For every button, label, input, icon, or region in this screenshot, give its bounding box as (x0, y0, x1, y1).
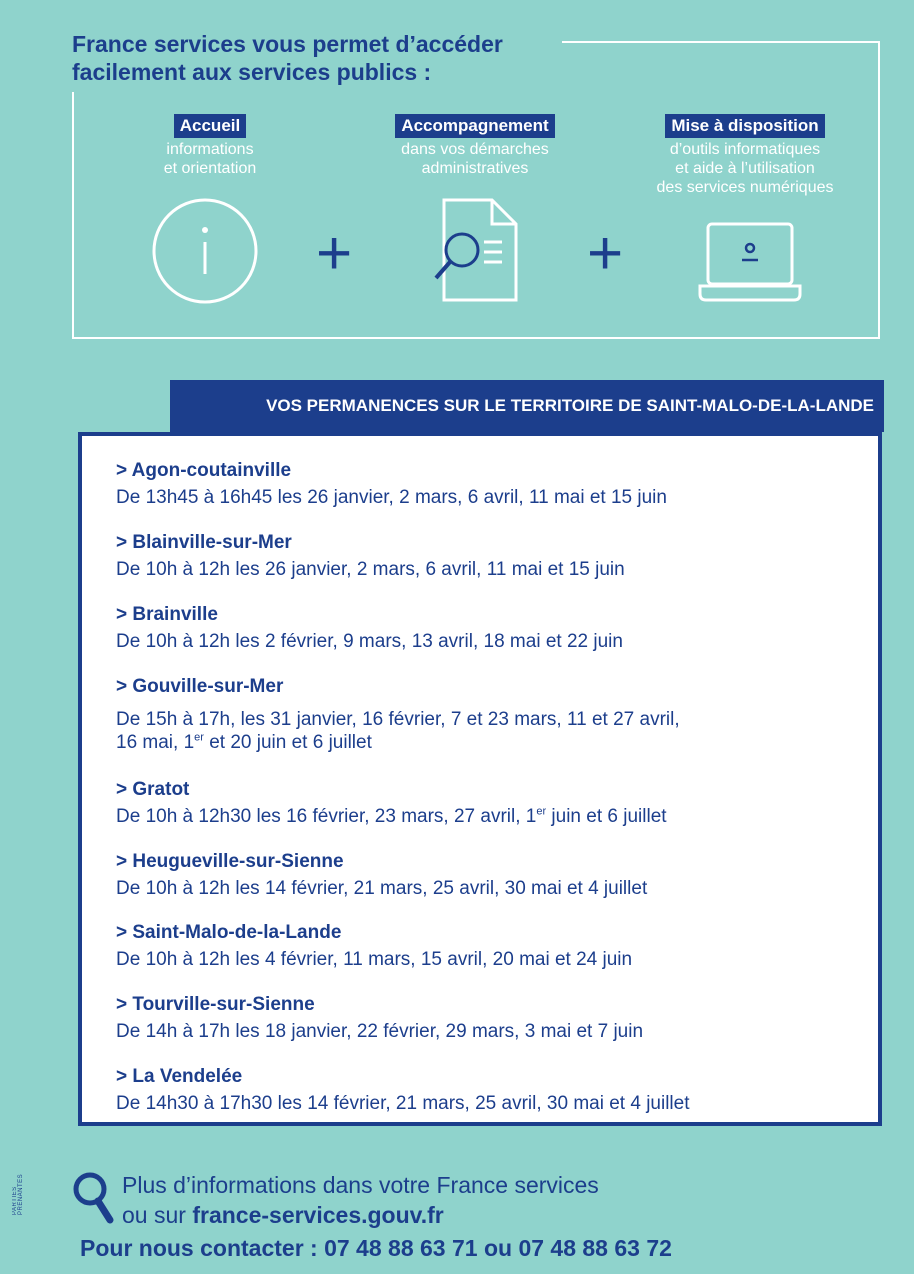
location-schedule: De 14h30 à 17h30 les 14 février, 21 mars, 25 avril, 30 mai et 4 juillet (116, 1093, 690, 1114)
location-name: > Blainville-sur-Mer (116, 532, 292, 553)
location-schedule: De 10h à 12h les 4 février, 11 mars, 15 avril, 20 mai et 24 juin (116, 949, 633, 970)
frame-border-bottom (72, 337, 880, 339)
plus-sign: + (316, 219, 353, 288)
desc-line: d’outils informatiques (669, 141, 821, 158)
location-schedule: De 10h à 12h les 2 février, 9 mars, 13 avril, 18 mai et 22 juin (116, 631, 623, 652)
location-name: > Tourville-sur-Sienne (116, 994, 315, 1015)
location-name: > Gratot (116, 779, 190, 800)
service-accueil (110, 114, 310, 178)
service-tag: Accompagnement (395, 114, 554, 138)
search-icon (72, 1170, 114, 1224)
location-schedule: De 10h à 12h les 14 février, 21 mars, 25 avril, 30 mai et 4 juillet (116, 878, 648, 899)
website-link[interactable]: france-services.gouv.fr (192, 1202, 444, 1228)
desc-line: des services numériques (656, 179, 834, 196)
service-tag: Mise à disposition (665, 114, 824, 138)
location-name: > Gouville-sur-Mer (116, 676, 284, 697)
list-item (116, 460, 667, 509)
frame-border-left (72, 92, 74, 339)
service-tag: Accueil (174, 114, 246, 138)
location-name: > La Vendelée (116, 1066, 243, 1087)
title-line-2: facilement aux services publics : (72, 59, 432, 85)
document-search-icon (428, 196, 524, 306)
location-schedule: De 10h à 12h les 26 janvier, 2 mars, 6 avril, 11 mai et 15 juin (116, 559, 625, 580)
service-accompagnement (370, 114, 580, 178)
list-item (116, 994, 643, 1043)
contact-line: Pour nous contacter : 07 48 88 63 71 ou 07 48 88 63 72 (80, 1235, 672, 1261)
info-line: Plus d’informations dans votre France services (122, 1172, 599, 1198)
location-schedule: De 15h à 17h, les 31 janvier, 16 février, 7 et 23 mars, 11 et 27 avril, (116, 709, 680, 730)
list-item (116, 676, 680, 754)
list-item (116, 779, 667, 828)
service-mise-a-disposition (625, 114, 865, 197)
list-item (116, 1066, 690, 1115)
page-title (72, 30, 572, 86)
location-name: > Agon-coutainville (116, 460, 292, 481)
service-desc (110, 140, 310, 178)
title-line-1: France services vous permet d’accéder (72, 31, 503, 57)
frame-border-right (878, 41, 880, 339)
location-name: > Brainville (116, 604, 218, 625)
list-item (116, 922, 632, 971)
desc-line: administratives (421, 160, 529, 177)
desc-line: et orientation (163, 160, 257, 177)
desc-line: dans vos démarches (401, 141, 549, 158)
desc-line: informations (166, 141, 254, 158)
location-schedule: De 14h à 17h les 18 janvier, 22 février, 29 mars, 3 mai et 7 juin (116, 1021, 644, 1042)
location-schedule: De 13h45 à 16h45 les 26 janvier, 2 mars, 6 avril, 11 mai et 15 juin (116, 487, 667, 508)
list-item (116, 851, 647, 900)
location-schedule-cont: 16 mai, 1er et 20 juin et 6 juillet (116, 731, 372, 753)
permanences-title: VOS PERMANENCES SUR LE TERRITOIRE DE SAINT-MALO-DE-LA-LANDE (266, 396, 874, 415)
location-name: > Saint-Malo-de-la-Lande (116, 922, 342, 943)
location-name: > Heugueville-sur-Sienne (116, 851, 344, 872)
list-item (116, 532, 625, 581)
side-note: PARTIES PRENANTES (12, 1173, 24, 1215)
plus-sign: + (587, 219, 624, 288)
info-line-link: ou sur france-services.gouv.fr (122, 1202, 444, 1228)
laptop-icon (698, 220, 802, 306)
frame-border-top (562, 41, 880, 43)
location-schedule: De 10h à 12h30 les 16 février, 23 mars, 27 avril, 1er juin et 6 juillet (116, 805, 667, 827)
service-desc (370, 140, 580, 178)
desc-line: et aide à l’utilisation (675, 160, 815, 177)
info-icon (150, 196, 260, 306)
list-item (116, 604, 623, 653)
service-desc (625, 140, 865, 197)
